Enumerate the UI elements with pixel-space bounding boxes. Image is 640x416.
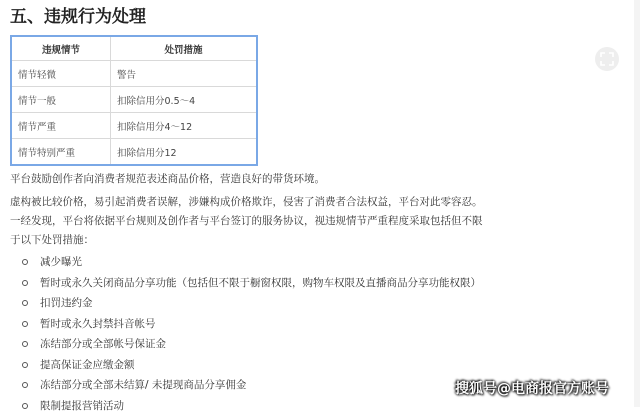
paragraph-measures-line2: 于以下处罚措施： [10, 231, 94, 250]
list-item-text: 扣罚违约金 [40, 293, 93, 314]
paragraph-price-fraud: 虚构被比较价格，易引起消费者误解，涉嫌构成价格欺诈，侵害了消费者合法权益，平台对此零容忍。 [10, 193, 483, 212]
paragraph-measures-line1: 一经发现，平台将依据平台规则及创作者与平台签订的服务协议，视违规情节严重程度采取包括但不限 [10, 212, 483, 231]
paragraph-encourage: 平台鼓励创作者向消费者规范表述商品价格，营造良好的带货环境。 [10, 170, 325, 189]
list-item-text: 减少曝光 [40, 252, 82, 273]
violation-cell: 情节特别严重 [11, 139, 111, 166]
list-item-text: 提高保证金应缴金额 [40, 355, 135, 376]
list-item [22, 314, 481, 335]
table-row [11, 113, 257, 139]
list-item-text: 限制提报营销活动 [40, 396, 124, 416]
penalty-cell: 扣除信用分0.5～4 [111, 87, 258, 113]
penalty-cell: 扣除信用分4～12 [111, 113, 258, 139]
list-item-text: 冻结部分或全部帐号保证金 [40, 334, 166, 355]
scrollbar-track[interactable] [634, 0, 640, 407]
table-header-row [11, 36, 257, 61]
table-row [11, 139, 257, 166]
bullet-icon [22, 341, 28, 347]
bullet-icon [22, 280, 28, 286]
violation-cell: 情节轻微 [11, 61, 111, 87]
section-heading: 五、违规行为处理 [10, 4, 146, 30]
list-item-text: 暂时或永久封禁抖音帐号 [40, 314, 156, 335]
expand-icon [600, 52, 614, 66]
bullet-icon [22, 382, 28, 388]
table-row [11, 87, 257, 113]
bullet-icon [22, 362, 28, 368]
penalty-cell: 扣除信用分12 [111, 139, 258, 166]
table-row [11, 61, 257, 87]
header-penalty: 处罚措施 [111, 36, 258, 61]
list-item [22, 252, 481, 273]
violation-cell: 情节严重 [11, 113, 111, 139]
penalty-cell: 警告 [111, 61, 258, 87]
list-item-text: 暂时或永久关闭商品分享功能（包括但不限于橱窗权限，购物车权限及直播商品分享功能权限） [40, 273, 481, 294]
measures-list [22, 252, 481, 416]
list-item [22, 396, 481, 416]
bullet-icon [22, 321, 28, 327]
list-item [22, 273, 481, 294]
bullet-icon [22, 259, 28, 265]
violation-cell: 情节一般 [11, 87, 111, 113]
expand-button[interactable] [595, 47, 619, 71]
watermark: 搜狐号@电商报官方账号 [455, 378, 609, 398]
bullet-icon [22, 403, 28, 409]
bullet-icon [22, 300, 28, 306]
list-item [22, 334, 481, 355]
list-item [22, 293, 481, 314]
header-violation: 违规情节 [11, 36, 111, 61]
list-item [22, 355, 481, 376]
penalty-table [10, 35, 258, 166]
list-item-text: 冻结部分或全部未结算/ 未提现商品分享佣金 [40, 375, 246, 396]
list-item [22, 375, 481, 396]
